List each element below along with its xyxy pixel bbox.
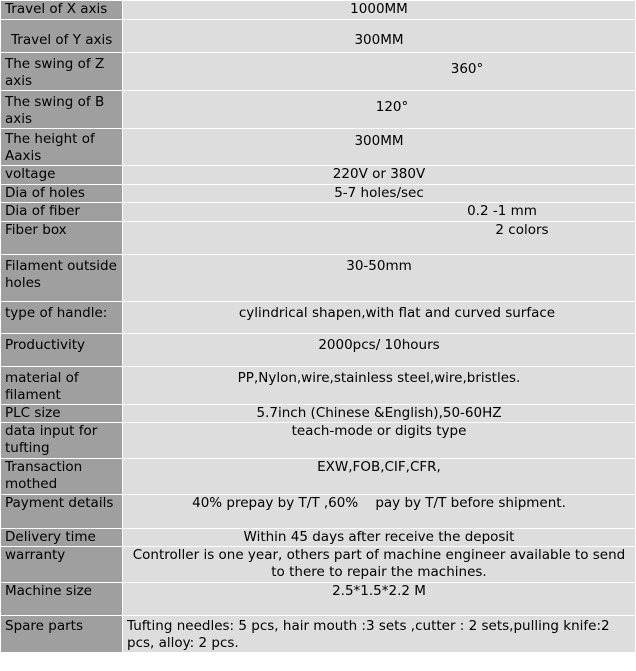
row-value: EXW,FOB,CIF,CFR, [123,459,636,495]
row-label: Payment details [1,495,123,529]
row-value: 220V or 380V [123,166,636,185]
row-label: Transaction mothed [1,459,123,495]
row-label: The height of Aaxis [1,129,123,166]
row-value: Tufting needles: 5 pcs, hair mouth :3 sets ,cutter : 2 sets,pulling knife:2 pcs, alloy: 2 pcs. [123,616,636,653]
row-value: 2.5*1.5*2.2 M [123,583,636,616]
table-row [1,20,636,53]
table-row [1,91,636,129]
row-value: 2000pcs/ 10hours [123,334,636,367]
row-value: 300MM [123,129,636,166]
table-row [1,405,636,423]
row-label: PLC size [1,405,123,423]
table-row [1,459,636,495]
row-label: Travel of X axis [1,1,123,20]
table-row [1,302,636,334]
row-label: Delivery time [1,529,123,547]
row-value: 0.2 -1 mm [123,203,636,222]
row-label: The swing of B axis [1,91,123,129]
table-row [1,423,636,459]
row-label: Spare parts [1,616,123,653]
row-value: 300MM [123,20,636,53]
row-value: cylindrical shapen,with flat and curved surface [123,302,636,334]
table-row [1,529,636,547]
row-label: voltage [1,166,123,185]
row-value: 360° [123,53,636,91]
table-row [1,255,636,302]
row-value: 5.7inch (Chinese &English),50-60HZ [123,405,636,423]
row-label: Machine size [1,583,123,616]
table-row [1,1,636,20]
row-label: material of filament [1,367,123,405]
table-row [1,203,636,222]
table-row [1,334,636,367]
row-value: 5-7 holes/sec [123,185,636,203]
row-value: teach-mode or digits type [123,423,636,459]
row-label: type of handle: [1,302,123,334]
row-value: 30-50mm [123,255,636,302]
table-row [1,129,636,166]
row-label: Productivity [1,334,123,367]
row-label: Dia of fiber [1,203,123,222]
row-label: data input for tufting [1,423,123,459]
row-value: 120° [123,91,636,129]
table-row [1,616,636,653]
row-value: Within 45 days after receive the deposit [123,529,636,547]
row-label: Travel of Y axis [1,20,123,53]
row-value: 40% prepay by T/T ,60% pay by T/T before shipment. [123,495,636,529]
row-label: Filament outside holes [1,255,123,302]
row-value: 2 colors [123,222,636,255]
row-value: 1000MM [123,1,636,20]
row-label: warranty [1,547,123,583]
table-row [1,547,636,583]
row-value: Controller is one year, others part of machine engineer available to send to there to repair the machines. [123,547,636,583]
table-row [1,583,636,616]
table-row [1,222,636,255]
table-row [1,495,636,529]
row-label: The swing of Z axis [1,53,123,91]
table-row [1,53,636,91]
table-row [1,185,636,203]
table-row [1,166,636,185]
row-value: PP,Nylon,wire,stainless steel,wire,bristles. [123,367,636,405]
row-label: Dia of holes [1,185,123,203]
table-row [1,367,636,405]
row-label: Fiber box [1,222,123,255]
